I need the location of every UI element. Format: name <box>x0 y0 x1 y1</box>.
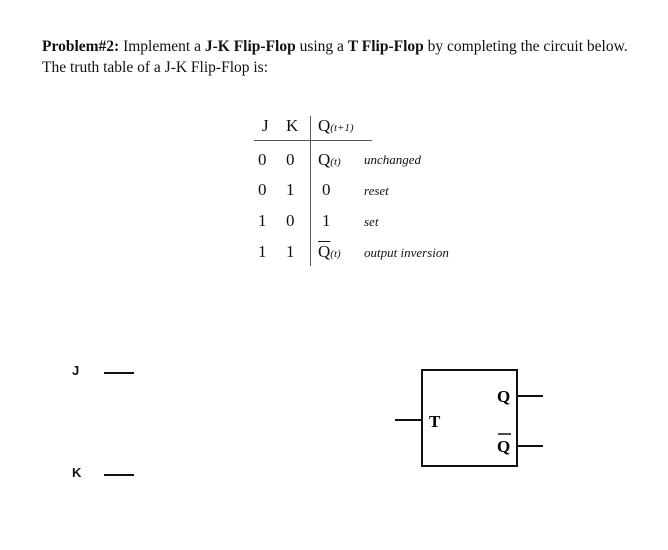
jk-truth-table <box>250 112 490 272</box>
jk-flip-flop-term: J-K Flip-Flop <box>204 38 296 55</box>
problem-text-2: using a <box>295 38 348 55</box>
problem-label: Problem#2: <box>42 38 120 55</box>
q-output-label: Q <box>497 387 511 406</box>
row-2-note: reset <box>364 183 389 198</box>
row-2-j: 0 <box>258 180 267 199</box>
row-4-q: $\overline{Q}(t)$ <box>318 242 341 261</box>
row-3-k: 0 <box>286 211 295 230</box>
input-j-label: J <box>72 363 80 378</box>
input-k-wire <box>104 474 134 476</box>
row-2-k: 1 <box>286 180 295 199</box>
input-j-wire <box>104 372 134 374</box>
problem-text-1: Implement a <box>119 38 205 55</box>
row-3-q: 1 <box>322 211 331 230</box>
row-1-note: unchanged <box>364 152 422 167</box>
row-3-j: 1 <box>258 211 267 230</box>
row-1-k: 0 <box>286 150 295 169</box>
row-1-q: Q(t) <box>318 150 341 169</box>
row-4-k: 1 <box>286 242 295 261</box>
header-q: Q(t+1) <box>318 116 354 135</box>
problem-statement <box>42 36 662 78</box>
q-bar-output-label: Q <box>497 437 511 456</box>
row-1-j: 0 <box>258 150 267 169</box>
input-k-label: K <box>72 465 82 480</box>
row-4-j: 1 <box>258 242 267 261</box>
t-flip-flop-term: T Flip-Flop <box>347 38 424 55</box>
row-2-q: 0 <box>322 180 331 199</box>
header-k: K <box>286 116 299 135</box>
row-3-note: set <box>364 214 379 229</box>
t-input-label: T <box>429 412 441 431</box>
problem-text-3: by completing the circuit below. <box>423 38 628 55</box>
row-4-note: output inversion <box>364 245 449 260</box>
table-horizontal-rule <box>254 140 372 141</box>
problem-line-2: The truth table of a J-K Flip-Flop is: <box>42 59 269 76</box>
t-flip-flop <box>395 360 555 470</box>
table-vertical-rule <box>310 116 311 266</box>
header-j: J <box>262 116 269 135</box>
